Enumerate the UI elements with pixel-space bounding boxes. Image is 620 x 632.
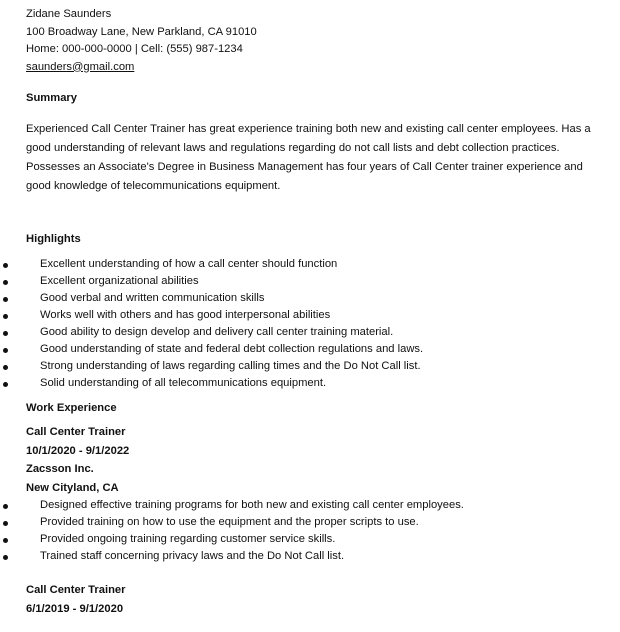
summary-text: Experienced Call Center Trainer has great experience training both new and existing call center employees. Has a good understanding of relevant laws and regulations regarding do not call lists and debt collection practices. Possesses an Associate's Degree in Business Management has four years of Call Center trainer experience and good knowledge of telecommunications equipment. — [26, 123, 591, 192]
bullet-icon — [3, 365, 8, 370]
list-item-text: Good ability to design develop and delivery call center training material. — [40, 326, 394, 338]
list-item — [0, 514, 580, 531]
list-item — [0, 273, 580, 290]
bullet-icon — [3, 297, 8, 302]
list-item-text: Works well with others and has good interpersonal abilities — [40, 309, 331, 321]
job-entry — [26, 582, 606, 619]
bullet-icon — [3, 331, 8, 336]
list-item-text: Strong understanding of laws regarding calling times and the Do Not Call list. — [40, 360, 421, 372]
email-line — [26, 59, 606, 77]
list-item — [0, 358, 580, 375]
bullet-icon — [3, 348, 8, 353]
phone-line: Home: 000-000-0000 | Cell: (555) 987-1234 — [26, 43, 243, 55]
bullet-icon — [3, 263, 8, 268]
list-item — [0, 375, 580, 392]
list-item — [0, 324, 580, 341]
bullet-icon — [3, 314, 8, 319]
bullet-icon — [3, 280, 8, 285]
email-link[interactable]: saunders@gmail.com — [26, 60, 135, 73]
bullet-icon — [3, 538, 8, 543]
list-item — [0, 290, 580, 307]
job-dates: 6/1/2019 - 9/1/2020 — [26, 602, 124, 615]
list-item — [0, 307, 580, 324]
job-location: New Cityland, CA — [26, 481, 119, 494]
highlights-heading: Highlights — [26, 233, 81, 245]
contact-block — [26, 6, 606, 76]
list-item-text: Trained staff concerning privacy laws and the Do Not Call list. — [40, 550, 345, 562]
address-line: 100 Broadway Lane, New Parkland, CA 91010 — [26, 25, 257, 38]
list-item-text: Excellent organizational abilities — [40, 275, 199, 287]
list-item — [0, 497, 580, 514]
resume-document — [26, 6, 606, 619]
list-item — [0, 531, 580, 548]
job-title: Call Center Trainer — [26, 584, 126, 596]
list-item-text: Provided training on how to use the equipment and the proper scripts to use. — [40, 516, 419, 528]
highlights-list — [0, 256, 580, 392]
summary-heading: Summary — [26, 92, 77, 104]
experience-heading: Work Experience — [26, 402, 117, 414]
list-item-text: Good understanding of state and federal debt collection regulations and laws. — [40, 343, 424, 355]
list-item-text: Designed effective training programs for both new and existing call center employees. — [40, 499, 464, 511]
applicant-name: Zidane Saunders — [26, 8, 112, 20]
job-company: Zacsson Inc. — [26, 463, 94, 475]
list-item — [0, 341, 580, 358]
list-item — [0, 256, 580, 273]
list-item-text: Excellent understanding of how a call center should function — [40, 258, 338, 270]
list-item — [0, 548, 580, 565]
bullet-icon — [3, 555, 8, 560]
job-title: Call Center Trainer — [26, 426, 126, 438]
job-duties-list — [0, 497, 580, 565]
list-item-text: Provided ongoing training regarding customer service skills. — [40, 533, 336, 545]
bullet-icon — [3, 521, 8, 526]
bullet-icon — [3, 504, 8, 509]
job-dates: 10/1/2020 - 9/1/2022 — [26, 444, 130, 457]
bullet-icon — [3, 382, 8, 387]
list-item-text: Good verbal and written communication skills — [40, 292, 265, 304]
job-entry — [26, 424, 606, 565]
list-item-text: Solid understanding of all telecommunications equipment. — [40, 377, 327, 389]
